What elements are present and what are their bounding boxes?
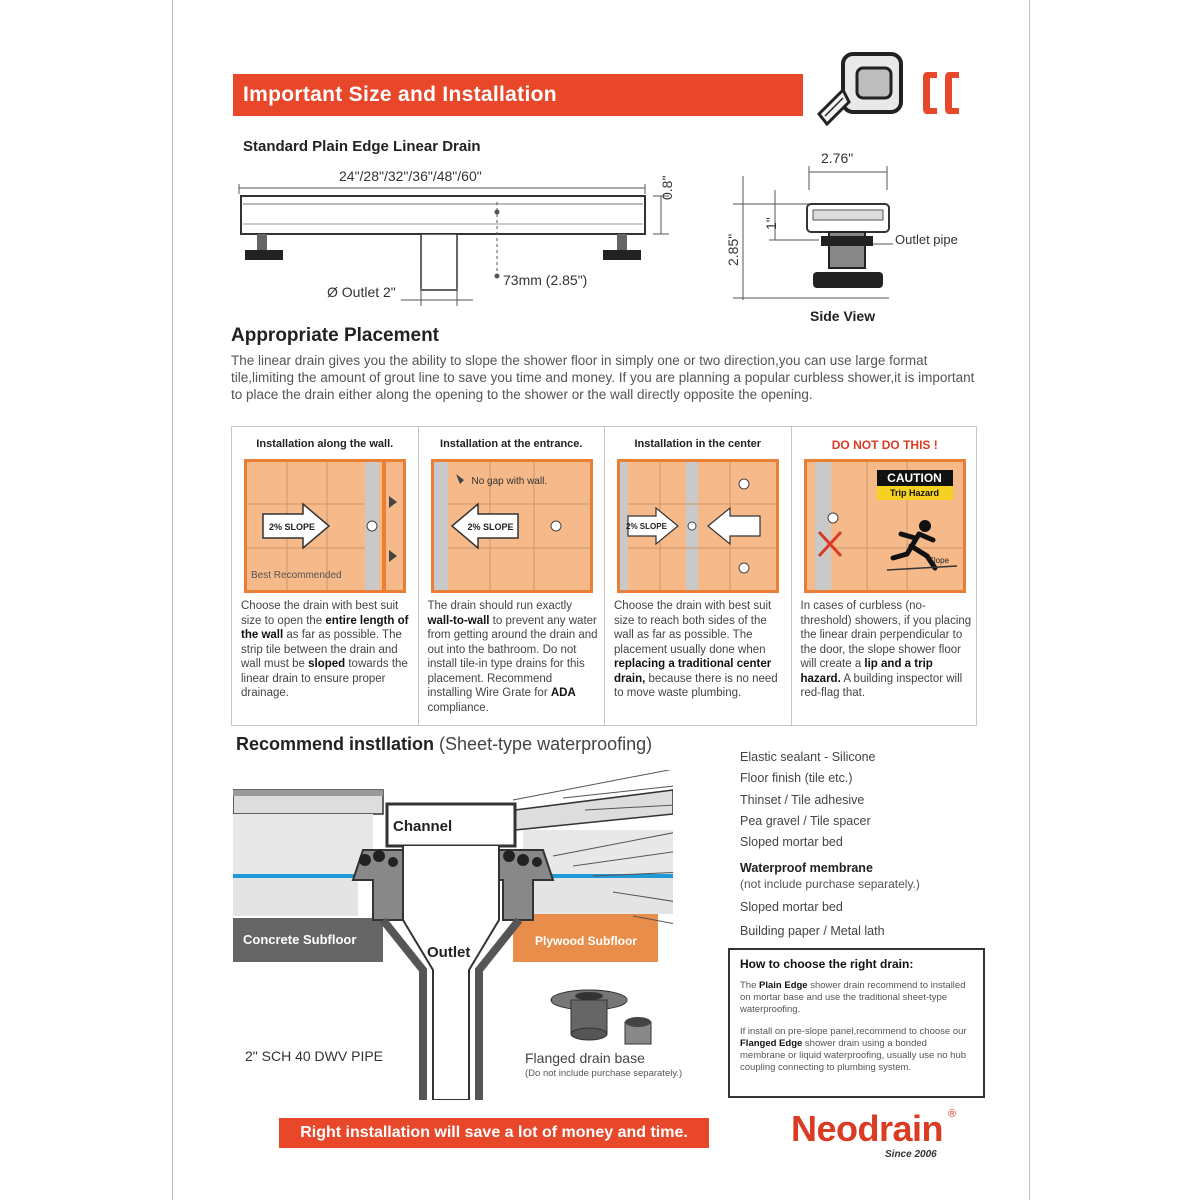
flange-sublabel: (Do not include purchase separately.) — [525, 1068, 683, 1079]
placement-card-wall — [232, 427, 419, 725]
outlet-dimension: Ø Outlet 2" — [327, 284, 396, 300]
card-title: Installation at the entrance. — [440, 438, 583, 450]
drain-front-drawing — [233, 180, 683, 310]
card-title: Installation in the center — [634, 438, 762, 450]
legend-item: Sloped mortar bed — [740, 900, 843, 914]
trip-hazard-sign: Trip Hazard — [877, 486, 953, 500]
legend-item: Sloped mortar bed — [740, 835, 843, 849]
placement-card-warning — [792, 427, 979, 725]
legend-item: Pea gravel / Tile spacer — [740, 814, 871, 828]
choose-paragraph-2: If install on pre-slope panel,recommend to choose our Flanged Edge shower drain using a bonded membrane or liquid waterproofing, usually use no hub coupling connecting to plumbing system. — [740, 1026, 967, 1073]
center-diagram — [617, 459, 779, 593]
brand-logo: Neodrain — [791, 1108, 944, 1149]
legend-item: Building paper / Metal lath — [740, 924, 885, 938]
placement-title: Appropriate Placement — [231, 325, 439, 346]
card-title: DO NOT DO THIS ! — [831, 438, 938, 452]
legend-item: Floor finish (tile etc.) — [740, 771, 853, 785]
pipe-label: 2" SCH 40 DWV PIPE — [245, 1048, 384, 1064]
caution-sign: CAUTION — [877, 470, 953, 486]
drain-title: Standard Plain Edge Linear Drain — [243, 138, 481, 155]
flanged-drain-base-image — [549, 982, 659, 1050]
plywood-subfloor-label: Plywood Subfloor — [535, 934, 637, 948]
wall-diagram — [244, 459, 406, 593]
registered-mark: ® — [948, 1108, 957, 1120]
card-description: Choose the drain with best suit size to reach both sides of the wall as far as possible. The placement usually done when replacing a traditional center drain, because there is no need to move waste plumbing. — [614, 600, 778, 699]
length-dimension: 24"/28"/32"/36"/48"/60" — [339, 168, 482, 184]
card-description: In cases of curbless (no-threshold) showers, if you placing the linear drain perpendicular to the door, the slope shower floor will create a lip and a trip hazard. A building inspector will red-flag that. — [800, 600, 972, 699]
brand-bracket-icon — [921, 70, 963, 116]
outlet-pipe-label: Outlet pipe — [895, 232, 958, 247]
product-sheet — [172, 0, 1030, 1200]
choose-title: How to choose the right drain: — [740, 957, 914, 971]
card-title: Installation along the wall. — [256, 438, 394, 450]
choose-paragraph-1: The Plain Edge shower drain recommend to installed on mortar base and use the traditional sheet-type waterproofing. — [740, 980, 966, 1015]
card-description: Choose the drain with best suit size to open the entire length of the wall as far as possible. The strip tile between the drain and wall must be sloped towards the linear drain to ensure proper drainage. — [241, 600, 409, 699]
membrane-sublabel: (not include purchase separately.) — [740, 877, 920, 891]
concrete-subfloor-label: Concrete Subfloor — [243, 932, 357, 947]
card-description: The drain should run exactly wall-to-wall to prevent any water from getting around the drain and out into the bathroom. Do not install tile-in type drains for this placement. Recommend installing Wire Grate for ADA compliance. — [427, 600, 598, 714]
section-header: Important Size and Installation — [233, 74, 803, 116]
trip-hazard-diagram — [804, 459, 966, 593]
membrane-label: Waterproof membrane — [740, 861, 873, 875]
placement-card-entrance — [419, 427, 606, 725]
drain-side-drawing — [729, 160, 909, 306]
tape-measure-icon — [813, 42, 913, 137]
placement-card-center — [605, 427, 792, 725]
slope-label: 2% SLOPE — [626, 522, 667, 531]
flange-label: Flanged drain base — [525, 1050, 645, 1066]
slogan-banner: Right installation will save a lot of money and time. — [279, 1118, 709, 1148]
side-view-caption: Side View — [810, 308, 876, 324]
placement-paragraph: The linear drain gives you the ability to slope the shower floor in simply one or two direction,you can use large format tile,limiting the amount of grout line to save you time and money. If you are planning a popular curbless shower,it is important to place the drain either along the opening to the shower or the wall directly opposite the opening. — [231, 353, 975, 402]
side-width-dimension: 2.76" — [821, 150, 854, 166]
placement-grid — [231, 426, 977, 726]
depth-dimension: 73mm (2.85") — [503, 272, 588, 288]
legend-item: Elastic sealant - Silicone — [740, 750, 876, 764]
no-gap-label: No gap with wall. — [471, 476, 548, 487]
brand-since: Since 2006 — [885, 1149, 937, 1160]
slope-word: Slope — [928, 556, 949, 565]
slope-label: 2% SLOPE — [269, 522, 316, 532]
how-to-choose-box — [728, 948, 985, 1098]
legend-item: Thinset / Tile adhesive — [740, 793, 865, 807]
side-total-dimension: 2.85" — [725, 233, 741, 266]
side-top-dimension: 1" — [763, 217, 779, 230]
entrance-diagram — [431, 459, 593, 593]
slope-label: 2% SLOPE — [467, 522, 514, 532]
height-dimension: 0.8" — [659, 175, 675, 200]
install-title: Recommend instllation (Sheet-type waterproofing) — [236, 734, 653, 754]
channel-label: Channel — [393, 818, 453, 835]
outlet-label: Outlet — [427, 944, 471, 961]
best-recommended-label: Best Recommended — [251, 570, 342, 581]
